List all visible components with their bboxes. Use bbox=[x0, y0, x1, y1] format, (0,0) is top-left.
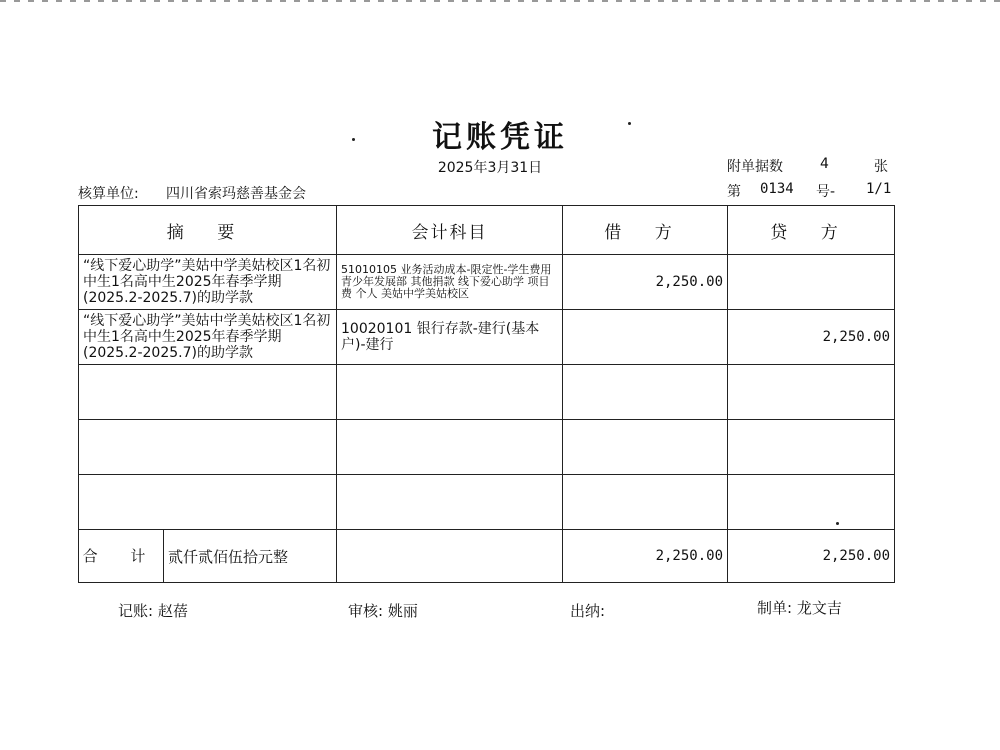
total-row bbox=[79, 530, 895, 583]
voucher-no-suffix: 号- bbox=[816, 184, 836, 200]
column-header-debit: 借 方 bbox=[563, 206, 728, 255]
table-row bbox=[79, 310, 895, 365]
table-header-row bbox=[79, 206, 895, 255]
total-credit: 2,250.00 bbox=[728, 530, 895, 583]
scan-speck bbox=[352, 138, 355, 141]
entry-credit bbox=[728, 255, 895, 310]
entry-account: 51010105 业务活动成本-限定性-学生费用 青少年发展部 其他捐款 线下爱心助学 项目费 个人 美姑中学美姑校区 bbox=[337, 255, 563, 310]
entry-debit: 2,250.00 bbox=[563, 255, 728, 310]
entry-summary: “线下爱心助学”美姑中学美姑校区1名初中生1名高中生2025年春季学期(2025.2-2025.7)的助学款 bbox=[79, 310, 337, 365]
table-row bbox=[79, 255, 895, 310]
table-row-empty bbox=[79, 420, 895, 475]
total-amount-words: 贰仟贰佰伍拾元整 bbox=[168, 547, 289, 566]
entry-debit bbox=[563, 310, 728, 365]
voucher-table bbox=[78, 205, 895, 583]
unit-label: 核算单位: bbox=[78, 186, 139, 202]
total-debit: 2,250.00 bbox=[563, 530, 728, 583]
column-header-account: 会计科目 bbox=[337, 206, 563, 255]
column-header-summary: 摘 要 bbox=[79, 206, 337, 255]
attachments-label: 附单据数 bbox=[727, 159, 783, 175]
voucher-page: 1/1 bbox=[866, 181, 892, 197]
reviewer: 审核: 姚丽 bbox=[348, 602, 418, 620]
entry-account: 10020101 银行存款-建行(基本户)-建行 bbox=[337, 310, 563, 365]
table-row-empty bbox=[79, 475, 895, 530]
column-header-credit: 贷 方 bbox=[728, 206, 895, 255]
cashier: 出纳: bbox=[570, 602, 606, 620]
table-row-empty bbox=[79, 365, 895, 420]
voucher-date: 2025年3月31日 bbox=[437, 160, 543, 176]
bookkeeper: 记账: 赵蓓 bbox=[118, 602, 188, 620]
scan-edge-line bbox=[0, 0, 1000, 2]
voucher-no: 0134 bbox=[760, 181, 794, 197]
voucher-title: 记账凭证 bbox=[432, 120, 568, 155]
attachments-unit: 张 bbox=[874, 159, 888, 175]
scan-speck bbox=[836, 522, 839, 525]
entry-summary: “线下爱心助学”美姑中学美姑校区1名初中生1名高中生2025年春季学期(2025.2-2025.7)的助学款 bbox=[79, 255, 337, 310]
unit-name: 四川省索玛慈善基金会 bbox=[166, 186, 306, 202]
preparer: 制单: 龙文吉 bbox=[757, 599, 842, 617]
scan-speck bbox=[628, 122, 631, 125]
entry-credit: 2,250.00 bbox=[728, 310, 895, 365]
attachments-count: 4 bbox=[820, 156, 829, 172]
voucher-no-label: 第 bbox=[727, 184, 741, 200]
total-label: 合 计 bbox=[79, 530, 164, 582]
